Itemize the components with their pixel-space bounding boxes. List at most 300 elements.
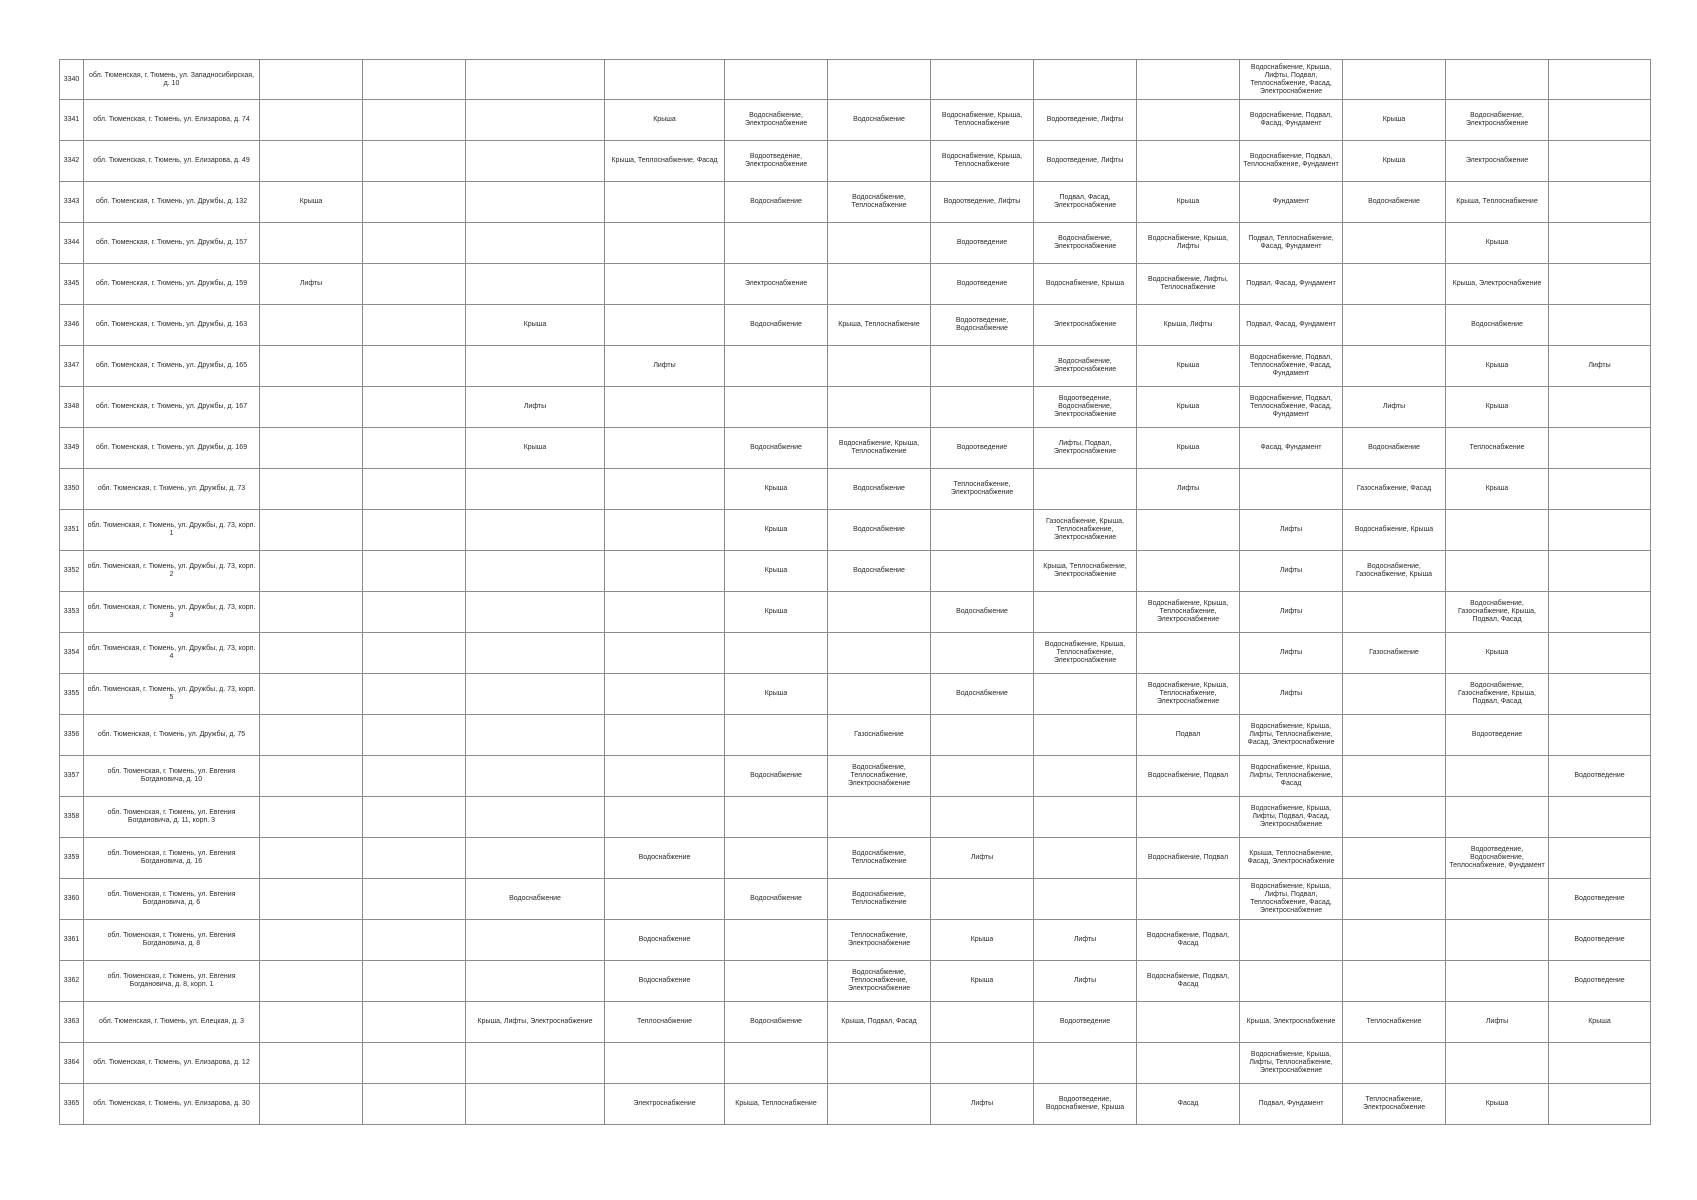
work-type-cell: Крыша, Теплоснабжение, Фасад [605, 141, 725, 182]
address-cell: обл. Тюменская, г. Тюмень, ул. Елизарова, д. 74 [84, 100, 260, 141]
work-type-cell: Водоснабжение, Лифты, Теплоснабжение [1137, 264, 1240, 305]
work-type-cell: Водоснабжение, Крыша, Лифты, Подвал, Теплоснабжение, Фасад, Электроснабжение [1240, 879, 1343, 920]
work-type-cell [1137, 60, 1240, 100]
work-type-cell: Водоснабжение [605, 838, 725, 879]
address-cell: обл. Тюменская, г. Тюмень, ул. Дружбы, д. 73, корп. 2 [84, 551, 260, 592]
work-type-cell [605, 305, 725, 346]
work-type-cell [725, 1043, 828, 1084]
work-type-cell [931, 879, 1034, 920]
address-cell: обл. Тюменская, г. Тюмень, ул. Дружбы, д. 132 [84, 182, 260, 223]
work-type-cell: Крыша, Теплоснабжение [725, 1084, 828, 1125]
table-row [60, 223, 1651, 264]
work-type-cell [466, 674, 605, 715]
work-type-cell: Крыша [1446, 633, 1549, 674]
work-type-cell [1549, 469, 1651, 510]
work-type-cell: Лифты [1343, 387, 1446, 428]
work-type-cell: Теплоснабжение [1446, 428, 1549, 469]
row-number-cell: 3351 [60, 510, 84, 551]
work-type-cell [1240, 469, 1343, 510]
work-type-cell [1034, 756, 1137, 797]
work-type-cell [466, 182, 605, 223]
work-type-cell: Водоснабжение, Крыша, Лифты, Теплоснабжение, Фасад, Электроснабжение [1240, 715, 1343, 756]
row-number-cell: 3362 [60, 961, 84, 1002]
address-cell: обл. Тюменская, г. Тюмень, ул. Дружбы, д. 165 [84, 346, 260, 387]
work-type-cell [466, 756, 605, 797]
work-type-cell: Водоснабжение [605, 920, 725, 961]
work-type-cell [1034, 797, 1137, 838]
work-type-cell: Газоснабжение, Фасад [1343, 469, 1446, 510]
work-type-cell [1549, 264, 1651, 305]
work-type-cell [1034, 60, 1137, 100]
work-type-cell [828, 633, 931, 674]
work-type-cell [260, 428, 363, 469]
table-row [60, 715, 1651, 756]
table-row [60, 60, 1651, 100]
work-type-cell: Водоснабжение, Подвал, Фасад [1137, 920, 1240, 961]
work-type-cell: Водоснабжение [725, 428, 828, 469]
work-type-cell [363, 756, 466, 797]
work-type-cell [1343, 346, 1446, 387]
work-type-cell [1343, 1043, 1446, 1084]
work-type-cell [605, 60, 725, 100]
work-type-cell: Водоснабжение, Крыша, Лифты [1137, 223, 1240, 264]
work-type-cell [931, 346, 1034, 387]
work-type-cell: Водоснабжение, Теплоснабжение [828, 182, 931, 223]
work-type-cell [1446, 510, 1549, 551]
work-type-cell [260, 797, 363, 838]
work-type-cell: Подвал, Фасад, Электроснабжение [1034, 182, 1137, 223]
work-type-cell [466, 838, 605, 879]
work-type-cell [1549, 674, 1651, 715]
work-type-cell: Электроснабжение [1034, 305, 1137, 346]
row-number-cell: 3346 [60, 305, 84, 346]
table-row [60, 551, 1651, 592]
address-cell: обл. Тюменская, г. Тюмень, ул. Елизарова, д. 12 [84, 1043, 260, 1084]
work-type-cell: Водоснабжение, Газоснабжение, Крыша, Подвал, Фасад [1446, 674, 1549, 715]
work-type-cell [363, 223, 466, 264]
work-type-cell: Крыша, Теплоснабжение [828, 305, 931, 346]
work-type-cell [260, 305, 363, 346]
work-type-cell: Подвал, Теплоснабжение, Фасад, Фундамент [1240, 223, 1343, 264]
work-type-cell: Лифты, Подвал, Электроснабжение [1034, 428, 1137, 469]
work-type-cell [1446, 797, 1549, 838]
work-type-cell: Водоснабжение, Теплоснабжение, Электроснабжение [828, 961, 931, 1002]
work-type-cell: Водоснабжение, Газоснабжение, Крыша [1343, 551, 1446, 592]
work-type-cell [1343, 592, 1446, 633]
work-type-cell [605, 797, 725, 838]
work-type-cell [828, 674, 931, 715]
work-type-cell: Подвал, Фасад, Фундамент [1240, 305, 1343, 346]
table-row [60, 633, 1651, 674]
work-type-cell [725, 223, 828, 264]
work-type-cell: Лифты [260, 264, 363, 305]
work-type-cell [260, 674, 363, 715]
work-type-cell: Водоснабжение, Крыша, Теплоснабжение [931, 100, 1034, 141]
work-type-cell [363, 715, 466, 756]
work-type-cell [466, 264, 605, 305]
work-type-cell [466, 100, 605, 141]
work-type-cell: Подвал, Фундамент [1240, 1084, 1343, 1125]
work-type-cell [363, 60, 466, 100]
work-type-cell: Водоотведение, Водоснабжение, Крыша [1034, 1084, 1137, 1125]
work-type-cell: Крыша, Электроснабжение [1240, 1002, 1343, 1043]
table-row [60, 428, 1651, 469]
work-type-cell [1549, 305, 1651, 346]
work-type-cell [466, 1084, 605, 1125]
work-type-cell: Крыша [1343, 141, 1446, 182]
address-cell: обл. Тюменская, г. Тюмень, ул. Дружбы, д. 73, корп. 5 [84, 674, 260, 715]
work-type-cell [605, 1043, 725, 1084]
row-number-cell: 3342 [60, 141, 84, 182]
work-type-cell: Водоснабжение [466, 879, 605, 920]
work-type-cell: Водоснабжение [828, 100, 931, 141]
work-type-cell [725, 797, 828, 838]
work-type-cell: Водоснабжение, Теплоснабжение [828, 879, 931, 920]
work-type-cell: Водоснабжение, Подвал, Теплоснабжение, Фасад, Фундамент [1240, 387, 1343, 428]
work-type-cell [1343, 756, 1446, 797]
work-type-cell: Лифты [1240, 674, 1343, 715]
work-type-cell [931, 60, 1034, 100]
work-type-cell [605, 879, 725, 920]
work-type-cell [1343, 674, 1446, 715]
address-cell: обл. Тюменская, г. Тюмень, ул. Евгения Богдановича, д. 16 [84, 838, 260, 879]
work-type-cell: Водоснабжение [1343, 428, 1446, 469]
work-type-cell [466, 920, 605, 961]
work-type-cell [260, 141, 363, 182]
work-type-cell [466, 551, 605, 592]
work-type-cell: Крыша, Электроснабжение [1446, 264, 1549, 305]
work-type-cell [605, 756, 725, 797]
work-type-cell: Крыша [1446, 1084, 1549, 1125]
work-type-cell [260, 633, 363, 674]
work-type-cell [725, 961, 828, 1002]
work-type-cell [828, 797, 931, 838]
work-type-cell [260, 1084, 363, 1125]
repair-schedule-table [59, 59, 1651, 1125]
work-type-cell [363, 838, 466, 879]
work-type-cell: Лифты [931, 1084, 1034, 1125]
work-type-cell [1549, 60, 1651, 100]
work-type-cell [1034, 1043, 1137, 1084]
work-type-cell [1034, 674, 1137, 715]
row-number-cell: 3355 [60, 674, 84, 715]
work-type-cell: Электроснабжение [1446, 141, 1549, 182]
row-number-cell: 3347 [60, 346, 84, 387]
work-type-cell: Водоснабжение, Крыша [1034, 264, 1137, 305]
work-type-cell [1549, 428, 1651, 469]
work-type-cell [605, 223, 725, 264]
work-type-cell [1137, 1002, 1240, 1043]
work-type-cell [1343, 60, 1446, 100]
work-type-cell [1549, 223, 1651, 264]
work-type-cell: Крыша [1343, 100, 1446, 141]
work-type-cell: Крыша [725, 510, 828, 551]
work-type-cell [260, 551, 363, 592]
work-type-cell: Водоснабжение, Крыша, Теплоснабжение, Электроснабжение [1137, 592, 1240, 633]
work-type-cell: Крыша, Лифты, Электроснабжение [466, 1002, 605, 1043]
work-type-cell [363, 182, 466, 223]
work-type-cell [1446, 551, 1549, 592]
address-cell: обл. Тюменская, г. Тюмень, ул. Дружбы, д. 157 [84, 223, 260, 264]
work-type-cell [1343, 305, 1446, 346]
work-type-cell: Водоотведение, Лифты [1034, 141, 1137, 182]
work-type-cell [466, 961, 605, 1002]
work-type-cell: Водоснабжение, Крыша, Лифты, Подвал, Фасад, Электроснабжение [1240, 797, 1343, 838]
work-type-cell: Водоснабжение, Крыша, Теплоснабжение [931, 141, 1034, 182]
work-type-cell [363, 1084, 466, 1125]
work-type-cell [260, 100, 363, 141]
work-type-cell [1549, 1043, 1651, 1084]
work-type-cell [363, 551, 466, 592]
work-type-cell: Лифты [931, 838, 1034, 879]
work-type-cell [1549, 387, 1651, 428]
work-type-cell: Водоснабжение, Электроснабжение [1034, 346, 1137, 387]
work-type-cell: Крыша [1137, 182, 1240, 223]
work-type-cell [363, 141, 466, 182]
work-type-cell [260, 715, 363, 756]
work-type-cell: Лифты [1137, 469, 1240, 510]
work-type-cell: Водоснабжение [725, 879, 828, 920]
table-row [60, 182, 1651, 223]
work-type-cell: Водоотведение, Водоснабжение [931, 305, 1034, 346]
work-type-cell [828, 264, 931, 305]
work-type-cell: Водоснабжение, Крыша, Теплоснабжение, Электроснабжение [1137, 674, 1240, 715]
work-type-cell [1240, 961, 1343, 1002]
work-type-cell: Крыша [1137, 428, 1240, 469]
work-type-cell: Водоснабжение [725, 182, 828, 223]
row-number-cell: 3341 [60, 100, 84, 141]
work-type-cell: Водоотведение [1549, 920, 1651, 961]
row-number-cell: 3354 [60, 633, 84, 674]
work-type-cell: Водоотведение [1549, 961, 1651, 1002]
work-type-cell [1549, 633, 1651, 674]
work-type-cell [605, 715, 725, 756]
work-type-cell: Крыша [1137, 346, 1240, 387]
work-type-cell [1549, 100, 1651, 141]
work-type-cell: Крыша [1446, 387, 1549, 428]
work-type-cell: Водоснабжение, Подвал, Теплоснабжение, Фасад, Фундамент [1240, 346, 1343, 387]
work-type-cell: Лифты [1034, 961, 1137, 1002]
work-type-cell: Лифты [605, 346, 725, 387]
work-type-cell [725, 346, 828, 387]
table-body [60, 60, 1651, 1125]
work-type-cell [260, 756, 363, 797]
table-row [60, 387, 1651, 428]
address-cell: обл. Тюменская, г. Тюмень, ул. Дружбы, д. 167 [84, 387, 260, 428]
work-type-cell [363, 428, 466, 469]
work-type-cell [1343, 961, 1446, 1002]
work-type-cell [260, 1002, 363, 1043]
table-row [60, 305, 1651, 346]
address-cell: обл. Тюменская, г. Тюмень, ул. Дружбы, д. 73 [84, 469, 260, 510]
work-type-cell [931, 1002, 1034, 1043]
row-number-cell: 3364 [60, 1043, 84, 1084]
work-type-cell: Водоснабжение, Подвал, Теплоснабжение, Фундамент [1240, 141, 1343, 182]
work-type-cell [260, 1043, 363, 1084]
table-row [60, 674, 1651, 715]
work-type-cell: Крыша [1446, 469, 1549, 510]
address-cell: обл. Тюменская, г. Тюмень, ул. Дружбы, д. 73, корп. 4 [84, 633, 260, 674]
work-type-cell: Водоснабжение, Электроснабжение [1446, 100, 1549, 141]
row-number-cell: 3340 [60, 60, 84, 100]
work-type-cell [828, 1084, 931, 1125]
work-type-cell: Крыша [466, 428, 605, 469]
work-type-cell: Теплоснабжение [605, 1002, 725, 1043]
address-cell: обл. Тюменская, г. Тюмень, ул. Евгения Богдановича, д. 10 [84, 756, 260, 797]
work-type-cell [466, 469, 605, 510]
work-type-cell [260, 592, 363, 633]
work-type-cell [363, 1002, 466, 1043]
row-number-cell: 3358 [60, 797, 84, 838]
address-cell: обл. Тюменская, г. Тюмень, ул. Дружбы, д. 159 [84, 264, 260, 305]
work-type-cell: Водоснабжение [828, 551, 931, 592]
address-cell: обл. Тюменская, г. Тюмень, ул. Евгения Богдановича, д. 11, корп. 3 [84, 797, 260, 838]
address-cell: обл. Тюменская, г. Тюмень, ул. Елизарова, д. 49 [84, 141, 260, 182]
row-number-cell: 3360 [60, 879, 84, 920]
table-row [60, 879, 1651, 920]
work-type-cell [725, 838, 828, 879]
work-type-cell: Лифты [1034, 920, 1137, 961]
work-type-cell [260, 838, 363, 879]
work-type-cell [1446, 60, 1549, 100]
work-type-cell: Теплоснабжение, Электроснабжение [828, 920, 931, 961]
work-type-cell: Водоснабжение, Подвал, Фасад, Фундамент [1240, 100, 1343, 141]
work-type-cell: Крыша [605, 100, 725, 141]
work-type-cell [931, 1043, 1034, 1084]
work-type-cell [1549, 510, 1651, 551]
work-type-cell: Водоснабжение [931, 592, 1034, 633]
work-type-cell [1446, 1043, 1549, 1084]
work-type-cell [1137, 633, 1240, 674]
row-number-cell: 3363 [60, 1002, 84, 1043]
work-type-cell [260, 387, 363, 428]
work-type-cell: Водоотведение [1549, 756, 1651, 797]
work-type-cell [363, 633, 466, 674]
work-type-cell [1137, 879, 1240, 920]
work-type-cell [1446, 961, 1549, 1002]
work-type-cell: Крыша [725, 551, 828, 592]
work-type-cell [466, 510, 605, 551]
work-type-cell [931, 387, 1034, 428]
table-row [60, 100, 1651, 141]
work-type-cell [605, 264, 725, 305]
work-type-cell [260, 920, 363, 961]
work-type-cell [1549, 551, 1651, 592]
work-type-cell [363, 592, 466, 633]
row-number-cell: 3343 [60, 182, 84, 223]
address-cell: обл. Тюменская, г. Тюмень, ул. Дружбы, д. 73, корп. 3 [84, 592, 260, 633]
work-type-cell: Подвал, Фасад, Фундамент [1240, 264, 1343, 305]
table-row [60, 264, 1651, 305]
work-type-cell [260, 510, 363, 551]
work-type-cell [828, 60, 931, 100]
row-number-cell: 3356 [60, 715, 84, 756]
work-type-cell: Водоснабжение [1446, 305, 1549, 346]
work-type-cell [725, 920, 828, 961]
work-type-cell [725, 715, 828, 756]
work-type-cell: Водоснабжение, Электроснабжение [725, 100, 828, 141]
work-type-cell [1240, 920, 1343, 961]
work-type-cell: Лифты [1240, 592, 1343, 633]
work-type-cell [466, 715, 605, 756]
table-row [60, 1002, 1651, 1043]
work-type-cell [828, 223, 931, 264]
work-type-cell [363, 674, 466, 715]
work-type-cell [1343, 920, 1446, 961]
work-type-cell [260, 60, 363, 100]
work-type-cell [1446, 879, 1549, 920]
work-type-cell [605, 633, 725, 674]
work-type-cell: Лифты [1240, 633, 1343, 674]
work-type-cell: Водоотведение [931, 428, 1034, 469]
work-type-cell [828, 346, 931, 387]
work-type-cell [466, 592, 605, 633]
work-type-cell: Водоснабжение [828, 469, 931, 510]
work-type-cell [1549, 797, 1651, 838]
work-type-cell [1549, 1084, 1651, 1125]
address-cell: обл. Тюменская, г. Тюмень, ул. Дружбы, д. 75 [84, 715, 260, 756]
work-type-cell [1446, 756, 1549, 797]
address-cell: обл. Тюменская, г. Тюмень, ул. Дружбы, д. 169 [84, 428, 260, 469]
work-type-cell [1137, 1043, 1240, 1084]
address-cell: обл. Тюменская, г. Тюмень, ул. Евгения Богдановича, д. 8 [84, 920, 260, 961]
work-type-cell [605, 387, 725, 428]
work-type-cell: Водоснабжение, Газоснабжение, Крыша, Подвал, Фасад [1446, 592, 1549, 633]
work-type-cell: Фасад, Фундамент [1240, 428, 1343, 469]
work-type-cell: Теплоснабжение [1343, 1002, 1446, 1043]
work-type-cell: Крыша, Подвал, Фасад [828, 1002, 931, 1043]
work-type-cell: Водоснабжение [725, 756, 828, 797]
work-type-cell [1343, 264, 1446, 305]
work-type-cell [1137, 100, 1240, 141]
work-type-cell: Водоснабжение [828, 510, 931, 551]
row-number-cell: 3350 [60, 469, 84, 510]
work-type-cell [1137, 797, 1240, 838]
table-row [60, 756, 1651, 797]
work-type-cell [1446, 920, 1549, 961]
row-number-cell: 3353 [60, 592, 84, 633]
table-row [60, 510, 1651, 551]
work-type-cell: Лифты [466, 387, 605, 428]
work-type-cell: Водоснабжение, Теплоснабжение, Электроснабжение [828, 756, 931, 797]
work-type-cell [260, 961, 363, 1002]
address-cell: обл. Тюменская, г. Тюмень, ул. Дружбы, д. 73, корп. 1 [84, 510, 260, 551]
work-type-cell: Крыша [1446, 346, 1549, 387]
work-type-cell: Водоснабжение [931, 674, 1034, 715]
work-type-cell: Водоотведение, Лифты [931, 182, 1034, 223]
work-type-cell [828, 387, 931, 428]
work-type-cell [605, 428, 725, 469]
work-type-cell [1034, 592, 1137, 633]
work-type-cell: Водоотведение [1034, 1002, 1137, 1043]
work-type-cell [466, 1043, 605, 1084]
work-type-cell [466, 633, 605, 674]
work-type-cell [1137, 141, 1240, 182]
work-type-cell [260, 223, 363, 264]
work-type-cell: Лифты [1446, 1002, 1549, 1043]
work-type-cell: Крыша, Теплоснабжение, Электроснабжение [1034, 551, 1137, 592]
work-type-cell: Газоснабжение, Крыша, Теплоснабжение, Электроснабжение [1034, 510, 1137, 551]
work-type-cell: Фундамент [1240, 182, 1343, 223]
work-type-cell [1137, 510, 1240, 551]
work-type-cell: Крыша [931, 961, 1034, 1002]
work-type-cell: Водоснабжение, Теплоснабжение [828, 838, 931, 879]
work-type-cell [931, 797, 1034, 838]
work-type-cell: Фасад [1137, 1084, 1240, 1125]
work-type-cell [363, 469, 466, 510]
row-number-cell: 3359 [60, 838, 84, 879]
work-type-cell [1343, 797, 1446, 838]
